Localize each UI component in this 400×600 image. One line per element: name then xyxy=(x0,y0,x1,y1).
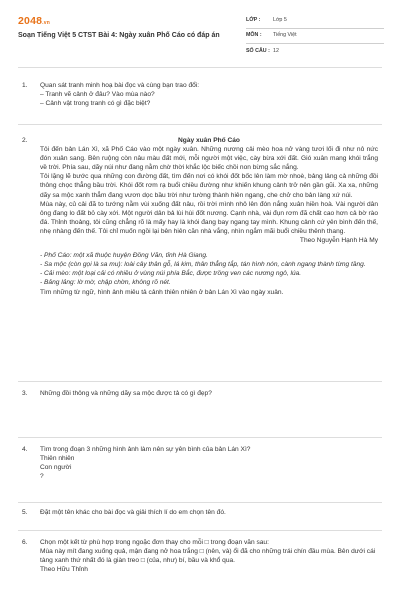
note-item: - Bảng lảng: lờ mờ, chập chờn, không rõ nét. xyxy=(40,279,171,287)
question-text: Quan sát tranh minh hoạ bài đọc và cùng bạn trao đổi: xyxy=(40,82,200,89)
meta-table xyxy=(246,14,384,59)
note-item: - Cải mèo: một loại cải có nhiều ở vùng núi phía Bắc, được trồng ven các nương ngô, lúa. xyxy=(40,270,302,278)
question-number: 1. xyxy=(22,82,28,89)
divider xyxy=(18,381,382,382)
passage-author: Theo Hữu Thỉnh xyxy=(40,566,88,574)
meta-label: SỐ CÂU : xyxy=(246,47,270,54)
story-paragraph: Mùa này, củ cải đã to tướng nằm vùi xuống đất nâu, rồi trời mình nhô lên đón nắng xuân hiền hoà. Vài người dân ông đang lo đất bỏ cày xới. Một người dân bả lùi hùi đốt nương. Cạnh nhà, vài đụn rơm đã chất cao hơn cả bờ rào đá. Thỉnh thoảng, tôi cũng chẳng rõ là mấy hay là khói đang bay ngang tay mình. Khung cảnh cứ yên bình đến thế, nhẹ nhàng đến thế. Tôi chỉ muốn ngồi lại bên hiên căn nhà vắng, nhìn ngắm mãi buổi chiều thênh thang. xyxy=(40,200,380,235)
question-body xyxy=(40,136,378,297)
story-title: Ngày xuân Phố Cáo xyxy=(178,137,240,144)
story-paragraph: Tôi đến bản Lán Xì, xã Phố Cáo vào một ngày xuân. Những nương cải mèo hoa nở vàng tươi lối đi như nô nức đón xuân sang. Bên ruộng còn nâu màu đất mới, mỗi người một việc, cày bừa xới đất. Gió xuân mang khói trắng về trời. Phía sau, dãy núi như đang nằm chờ thời khắc lộc biếc chồi non bừng sắc nắng. xyxy=(40,146,380,172)
question-body xyxy=(40,389,378,398)
note-item: - Phố Cáo: một xã thuộc huyện Đồng Văn, tỉnh Hà Giang. xyxy=(40,252,208,260)
question-text: Tìm trong đoạn 3 những hình ảnh làm nên sự yên bình của bản Lán Xì? xyxy=(40,446,251,453)
question-number: 2. xyxy=(22,137,28,144)
divider xyxy=(18,530,382,531)
question-instruction: Tìm những từ ngữ, hình ảnh miêu tả cảnh thiên nhiên ở bản Lán Xì vào ngày xuân. xyxy=(40,288,284,296)
question-body xyxy=(40,445,378,481)
question-number: 4. xyxy=(22,446,28,453)
question-text: Chọn một kết từ phù hợp trong ngoặc đơn thay cho mỗi □ trong đoạn văn sau: xyxy=(40,539,269,546)
question-number: 5. xyxy=(22,509,28,516)
answer-line: Con người xyxy=(40,464,72,472)
meta-row-subject xyxy=(246,29,384,44)
question-passage: Mùa này mít đang xuống quả, mận đang nở hoa trắng □ (nên, và) ổi đã cho những trái chín đầu mùa. Bên dưới cái tàng xanh thứ nhất đó là giàn treo □ (của, như) bí, bầu và khổ qua. xyxy=(40,548,378,565)
question-body xyxy=(40,508,378,517)
question-text: Những đồi thông và những dãy sa mộc được tả có gì đẹp? xyxy=(40,390,212,397)
meta-value: Lớp 5 xyxy=(273,17,287,24)
note-item: - Sa mộc (còn gọi là sa mu): loài cây thân gỗ, lá kim, thân thẳng tắp, tán hình nón, cành ngang thành từng tầng. xyxy=(40,261,366,269)
answer-line: Thiên nhiên xyxy=(40,455,75,463)
meta-label: LỚP : xyxy=(246,17,261,24)
question-body xyxy=(40,81,378,108)
divider xyxy=(18,67,382,68)
question-text: Đặt một tên khác cho bài đọc và giải thích lí do em chọn tên đó. xyxy=(40,509,226,516)
document-header xyxy=(18,12,384,62)
divider xyxy=(18,437,382,438)
question-number: 6. xyxy=(22,539,28,546)
meta-label: MÔN : xyxy=(246,32,262,39)
meta-row-class xyxy=(246,14,384,29)
site-logo[interactable]: 2048.vn xyxy=(18,15,50,27)
question-text: – Tranh vẽ cảnh ở đâu? Vào mùa nào? xyxy=(40,91,155,99)
question-body xyxy=(40,538,378,574)
story-author: Theo Nguyễn Hạnh Hà My xyxy=(299,237,378,245)
question-text: – Cảnh vật trong tranh có gì đặc biệt? xyxy=(40,100,151,108)
answer-line: ? xyxy=(40,473,44,481)
story-paragraph: Tôi lặng lẽ bước qua những con đường đất, tìm đến nơi có khói đốt bốc lên làm mờ nhoè, bảng lảng cả những đồi thông chọc thẳng bầu trời. Khói đốt rơm rạ buổi chiều đường như khiến khung cảnh trở nên gần gũi. Xa xa, những dãy sa mộc xanh thẳm đang vươn dọc bầu trời như tường thành hiên ngang, che chở cho bản làng xứ núi. xyxy=(40,173,380,199)
question-number: 3. xyxy=(22,390,28,397)
meta-row-count xyxy=(246,44,384,59)
meta-value: Tiếng Việt xyxy=(273,32,297,39)
document-title: Soạn Tiếng Việt 5 CTST Bài 4: Ngày xuân Phố Cáo có đáp án xyxy=(18,32,220,39)
meta-value: 12 xyxy=(273,47,279,54)
divider xyxy=(18,502,382,503)
divider xyxy=(18,124,382,125)
